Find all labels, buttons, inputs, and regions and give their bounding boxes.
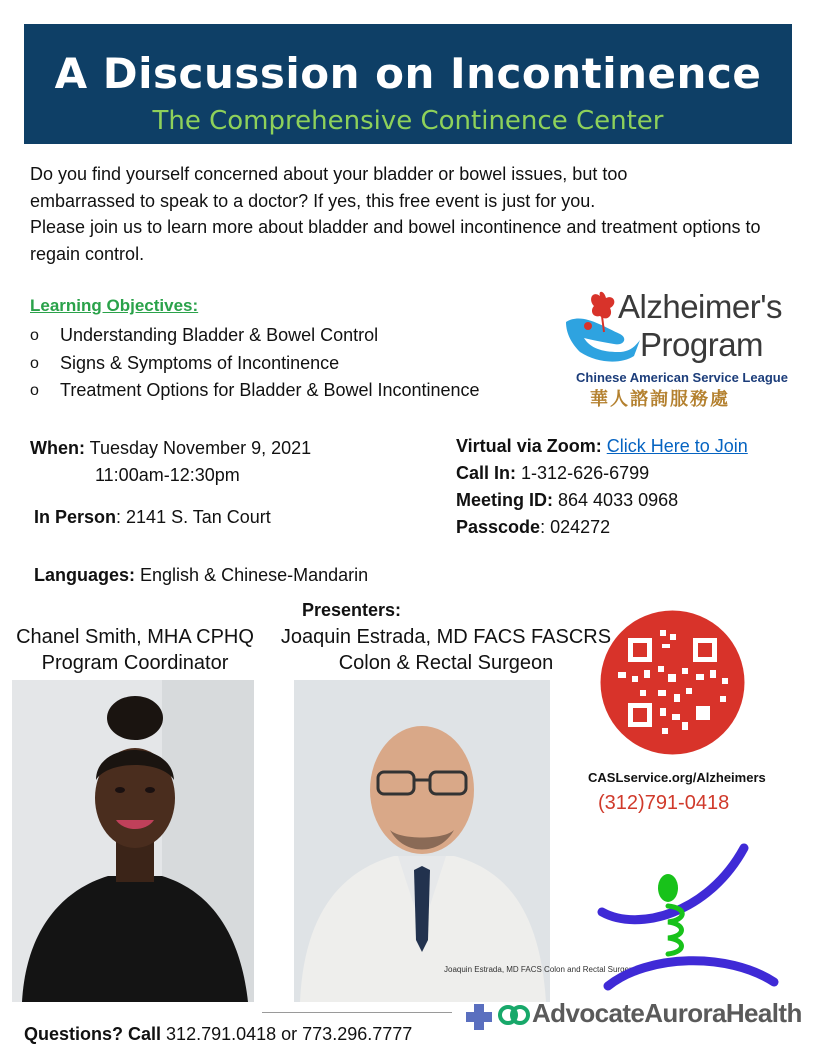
alz-logo-league: Chinese American Service League (576, 370, 788, 385)
in-person-address: : 2141 S. Tan Court (116, 507, 271, 527)
list-item: o Understanding Bladder & Bowel Control (30, 322, 480, 350)
intro-text (30, 161, 790, 267)
alz-logo-chinese: 華人諮詢服務處 (590, 389, 730, 409)
intro-paragraph-2: Please join us to learn more about bladder and bowel incontinence and treatment options to regain control. (30, 217, 761, 264)
list-item: o Signs & Symptoms of Incontinence (30, 350, 480, 378)
alz-logo-word-1: Alzheimer's (618, 288, 783, 325)
presenter-2-name: Joaquin Estrada, MD FACS FASCRS (280, 626, 612, 648)
questions-footer: Questions? Call 312.791.0418 or 773.296.7777 (24, 1024, 413, 1044)
page-subtitle: The Comprehensive Continence Center (152, 106, 664, 136)
qr-code[interactable] (600, 610, 745, 755)
call-in-number: 1-312-626-6799 (521, 463, 650, 483)
questions-phone-numbers: 312.791.0418 or 773.296.7777 (166, 1024, 413, 1044)
footer-divider (262, 1012, 452, 1013)
learning-objectives-list (30, 322, 480, 405)
event-date: Tuesday November 9, 2021 (89, 438, 312, 458)
meeting-id-value: 864 4033 0968 (558, 490, 679, 510)
advocate-aurora-health-icon (464, 1000, 530, 1030)
coat-embroidery-text: Joaquin Estrada, MD FACS Colon and Rectal Surgery (444, 965, 636, 974)
presenter-1-photo (12, 680, 254, 1002)
intro-paragraph-1: Do you find yourself concerned about your bladder or bowel issues, but too embarrassed to speak to a doctor? If yes, this free event is just for you. (30, 164, 628, 211)
presenter-2-photo (294, 680, 636, 1002)
passcode-value: : 024272 (540, 517, 611, 537)
casl-phone: (312)791-0418 (598, 792, 730, 814)
list-item: o Treatment Options for Bladder & Bowel Incontinence (30, 377, 480, 405)
languages-value: English & Chinese-Mandarin (140, 565, 369, 585)
zoom-join-link[interactable]: Click Here to Join (606, 436, 748, 456)
in-person-field: In Person: 2141 S. Tan Court (34, 507, 271, 527)
advocate-aurora-health-wordmark: AdvocateAuroraHealth (532, 998, 802, 1028)
circle-bullet-icon: o (30, 354, 39, 372)
alz-logo-word-2: Program (640, 326, 764, 363)
virtual-field: Virtual via Zoom: Click Here to Join (456, 436, 748, 456)
languages-field: Languages: English & Chinese-Mandarin (34, 565, 369, 585)
passcode-field: Passcode: 024272 (456, 517, 611, 537)
casl-url[interactable]: CASLservice.org/Alzheimers (588, 770, 766, 785)
header-banner (24, 24, 792, 144)
event-time: 11:00am-12:30pm (95, 465, 240, 485)
presenters-heading: Presenters: (302, 600, 402, 620)
when-field: When: Tuesday November 9, 2021 (30, 438, 312, 458)
call-in-field: Call In: 1-312-626-6799 (456, 463, 650, 483)
presenter-2-role: Colon & Rectal Surgeon (338, 652, 554, 674)
presenter-1-role: Program Coordinator (41, 652, 229, 674)
presenter-1-name: Chanel Smith, MHA CPHQ (16, 626, 254, 648)
meeting-id-field: Meeting ID: 864 4033 0968 (456, 490, 679, 510)
learning-objectives-heading: Learning Objectives: (30, 296, 199, 315)
circle-bullet-icon: o (30, 327, 39, 344)
circle-bullet-icon: o (30, 382, 39, 399)
casl-figure-logo (598, 842, 778, 992)
page-title: A Discussion on Incontinence (54, 49, 762, 98)
